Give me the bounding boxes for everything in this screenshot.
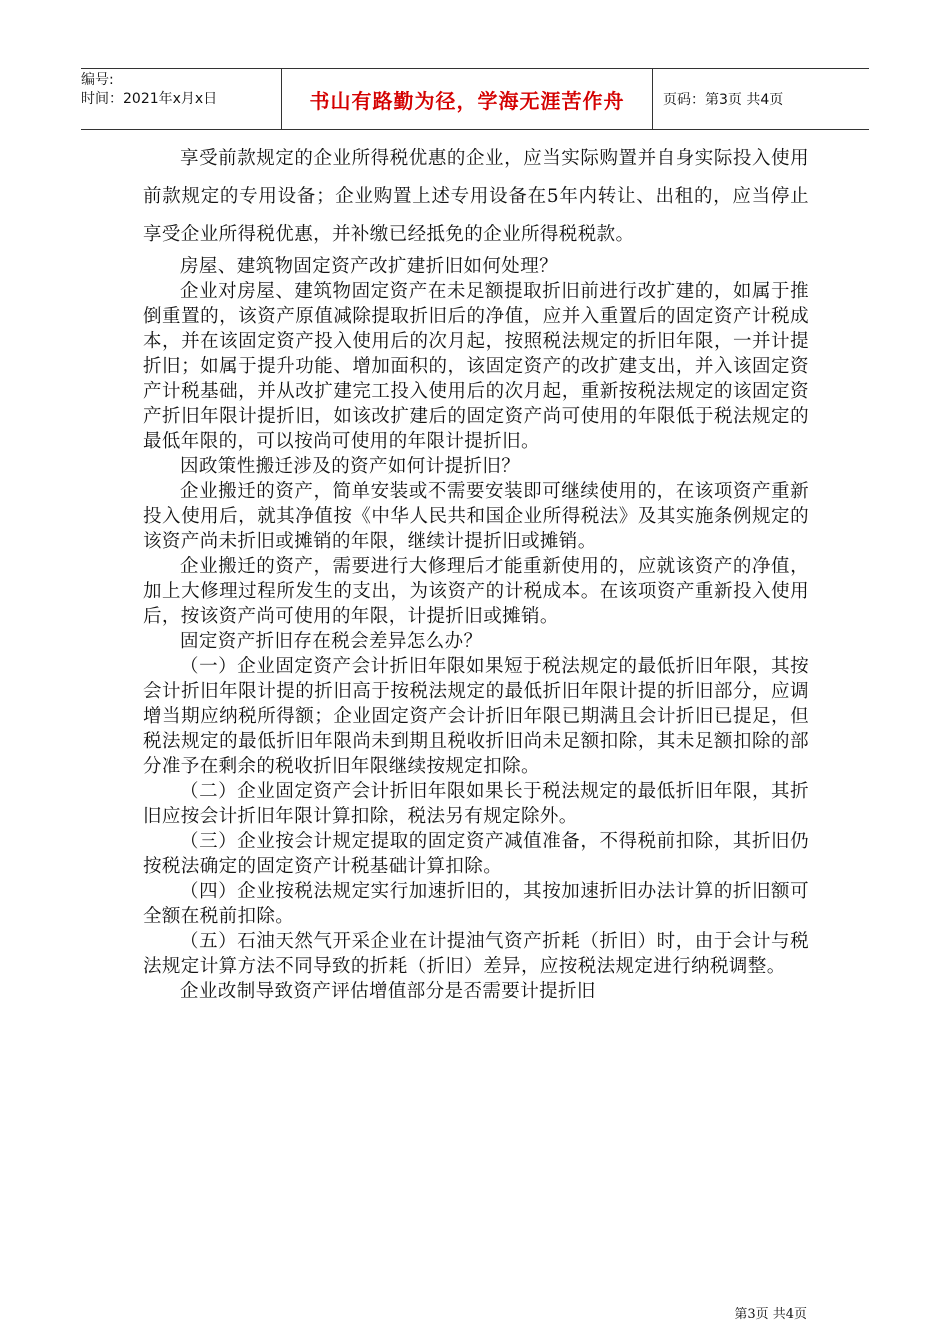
heading-renovation-depreciation: 房屋、建筑物固定资产改扩建折旧如何处理？ — [180, 256, 559, 277]
document-body — [143, 140, 809, 1004]
heading-relocation-depreciation: 因政策性搬迁涉及的资产如何计提折旧？ — [180, 456, 521, 477]
paragraph-relocation-1: 企业搬迁的资产，简单安装或不需要安装即可继续使用的，在该项资产重新投入使用后，就其净值按《中华人民共和国企业所得税法》及其实施条例规定的该资产尚未折旧或摊销的年限，继续计提折旧或摊销。 — [143, 481, 809, 552]
item-1: （一）企业固定资产会计折旧年限如果短于税法规定的最低折旧年限，其按会计折旧年限计提的折旧高于按税法规定的最低折旧年限计提的折旧部分，应调增当期应纳税所得额；企业固定资产会计折旧年限已期满且会计折旧已提足，但税法规定的最低折旧年限尚未到期且税收折旧尚未足额扣除，其未足额扣除的部分准予在剩余的税收折旧年限继续按规定扣除。 — [143, 656, 809, 777]
header-motto: 书山有路勤为径，学海无涯苦作舟 — [281, 69, 653, 129]
time-label: 时间：2021年x月x日 — [81, 91, 218, 107]
item-5: （五）石油天然气开采企业在计提油气资产折耗（折旧）时，由于会计与税法规定计算方法不同导致的折耗（折旧）差异，应按税法规定进行纳税调整。 — [143, 931, 809, 977]
paragraph-renovation: 企业对房屋、建筑物固定资产在未足额提取折旧前进行改扩建的，如属于推倒重置的，该资产原值减除提取折旧后的净值，应并入重置后的固定资产计税成本，并在该固定资产投入使用后的次月起，按照税法规定的折旧年限，一并计提折旧；如属于提升功能、增加面积的，该固定资产的改扩建支出，并入该固定资产计税基础，并从改扩建完工投入使用后的次月起，重新按税法规定的该固定资产折旧年限计提折旧，如该改扩建后的固定资产尚可使用的年限低于税法规定的最低年限的，可以按尚可使用的年限计提折旧。 — [143, 281, 809, 452]
heading-restructuring: 企业改制导致资产评估增值部分是否需要计提折旧 — [180, 981, 596, 1002]
page-header — [81, 68, 869, 130]
number-label: 编号: — [81, 72, 114, 88]
paragraph-relocation-2: 企业搬迁的资产，需要进行大修理后才能重新使用的，应就该资产的净值，加上大修理过程所发生的支出，为该资产的计税成本。在该项资产重新投入使用后，按该资产尚可使用的年限，计提折旧或摊销。 — [143, 556, 809, 627]
paragraph-1: 享受前款规定的企业所得税优惠的企业，应当实际购置并自身实际投入使用前款规定的专用设备；企业购置上述专用设备在5年内转让、出租的，应当停止享受企业所得税优惠，并补缴已经抵免的企业所得税税款。 — [143, 148, 809, 245]
item-4: （四）企业按税法规定实行加速折旧的，其按加速折旧办法计算的折旧额可全额在税前扣除。 — [143, 881, 809, 927]
item-2: （二）企业固定资产会计折旧年限如果长于税法规定的最低折旧年限，其折旧应按会计折旧年限计算扣除，税法另有规定除外。 — [143, 781, 809, 827]
page-footer: 第3页 共4页 — [734, 1307, 807, 1322]
heading-tax-accounting-difference: 固定资产折旧存在税会差异怎么办？ — [180, 631, 483, 652]
header-meta — [81, 69, 281, 129]
header-page-label: 页码：第3页 共4页 — [663, 92, 784, 108]
item-3: （三）企业按会计规定提取的固定资产减值准备，不得税前扣除，其折旧仍按税法确定的固定资产计税基础计算扣除。 — [143, 831, 809, 877]
